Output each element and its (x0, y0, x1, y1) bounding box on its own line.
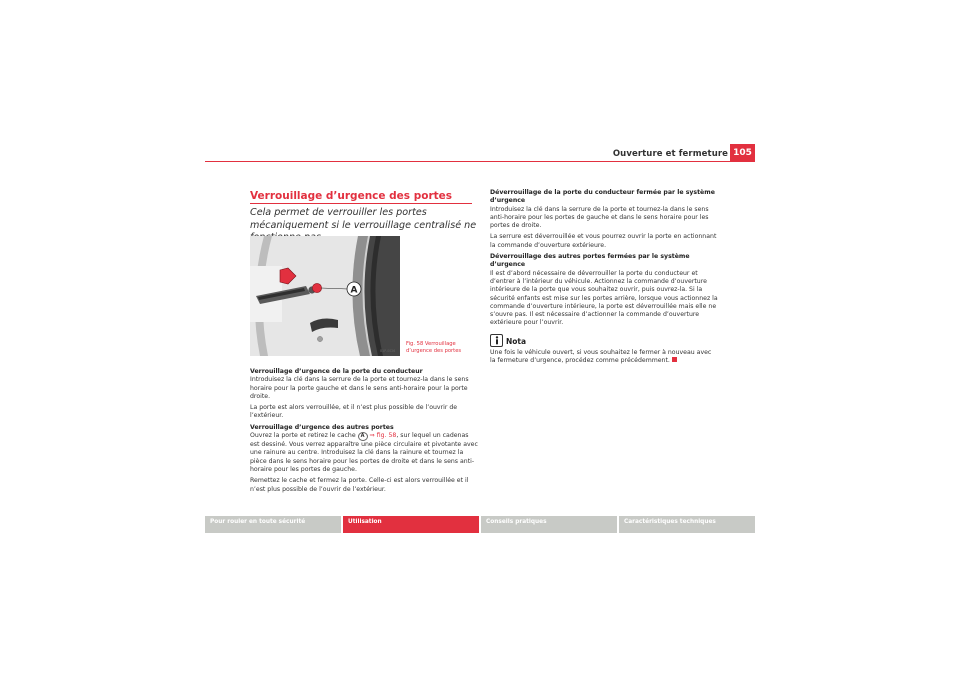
page-number: 105 (730, 144, 755, 161)
subheading-driver-lock: Verrouillage d’urgence de la porte du conducteur (250, 368, 423, 375)
paragraph: La serrure est déverrouillée et vous pourrez ouvrir la porte en actionnant la commande d’ouverture extérieure. (490, 233, 717, 249)
note-label: Nota (506, 337, 527, 347)
footer-tab-specs[interactable]: Caractéristiques techniques (619, 516, 755, 533)
figure-callout-a: A (350, 285, 358, 296)
info-icon (490, 334, 503, 347)
paragraph: Introduisez la clé dans la serrure de la porte et tournez-la dans le sens anti-horaire pour les portes de gauche et dans le sens horaire pour les portes de droite. (490, 205, 709, 230)
footer-tab-operation[interactable]: Utilisation (343, 516, 479, 533)
footer-tab-safety[interactable]: Pour rouler en toute sécurité (205, 516, 341, 533)
section-rule (250, 203, 472, 204)
left-column (250, 368, 478, 497)
figure-code: B1P-0026 (380, 349, 396, 353)
figure-caption: Fig. 58 Verrouillage d’urgence des portes (406, 341, 462, 354)
text-run: Ouvrez la porte et retirez le cache (250, 432, 358, 440)
right-column (490, 189, 718, 368)
header-rule (205, 161, 755, 162)
paragraph: Remettez le cache et fermez la porte. Celle-ci est alors verrouillée et il n’est plus possible de l’ouvrir de l’extérieur. (250, 477, 469, 493)
paragraph: Introduisez la clé dans la serrure de la porte et tournez-la dans le sens horaire pour la porte gauche et dans le sens anti-horaire pour la porte droite. (250, 376, 469, 400)
subheading-driver-unlock: Déverrouillage de la porte du conducteur fermée par le système d’urgence (490, 189, 715, 205)
note-block (490, 334, 718, 366)
note-text (490, 349, 718, 366)
paragraph: Il est d’abord nécessaire de déverrouiller la porte du conducteur et d’entrer à l’intérieur du véhicule. Actionnez la commande d’ouverture intérieure de la porte que vous souhaitez ouvrir, puis ouvrez-la. Si la sécurité enfants est mise sur les portes arrière, lorsque vous actionnez la commande d’ouverture intérieure, la porte est déverrouillée mais elle ne s’ouvre pas. Il est nécessaire d’actionner la commande d’ouverture extérieure pour l’ouvrir. (490, 269, 718, 327)
callout-a-chip: A (358, 432, 368, 441)
door-lock-illustration (250, 236, 400, 356)
footer-tab-tips[interactable]: Conseils pratiques (481, 516, 617, 533)
subheading-other-doors-unlock: Déverrouillage des autres portes fermées par le système d’urgence (490, 253, 690, 269)
subheading-other-doors-lock: Verrouillage d’urgence des autres portes (250, 423, 394, 431)
text-run: Une fois le véhicule ouvert, si vous souhaitez le fermer à nouveau avec la fermeture d’urgence, procédez comme précédemment. (490, 348, 712, 365)
text-run: , sur lequel un cadenas est dessiné. Vous verrez apparaître une pièce circulaire et pivotante avec une rainure au centre. Introduisez la clé dans la rainure et tournez la pièce dans le sens horaire pour les portes de droite et dans le sens anti-horaire pour les portes de gauche. (250, 432, 478, 473)
figure-reference-link[interactable]: ⇒ fig. 58 (367, 432, 397, 440)
paragraph-cover (250, 432, 478, 474)
footer-nav (205, 516, 755, 533)
section-title: Verrouillage d’urgence des portes (250, 190, 453, 202)
section-intro: Cela permet de verrouiller les portes mécaniquement si le verrouillage centralisé ne (250, 207, 477, 231)
end-of-section-square-icon (672, 357, 677, 362)
header-title: Ouverture et fermeture (612, 149, 728, 159)
paragraph: La porte est alors verrouillée, et il n’est plus possible de l’ouvrir de l’extérieur. (250, 404, 458, 420)
figure-door-lock (250, 236, 400, 356)
